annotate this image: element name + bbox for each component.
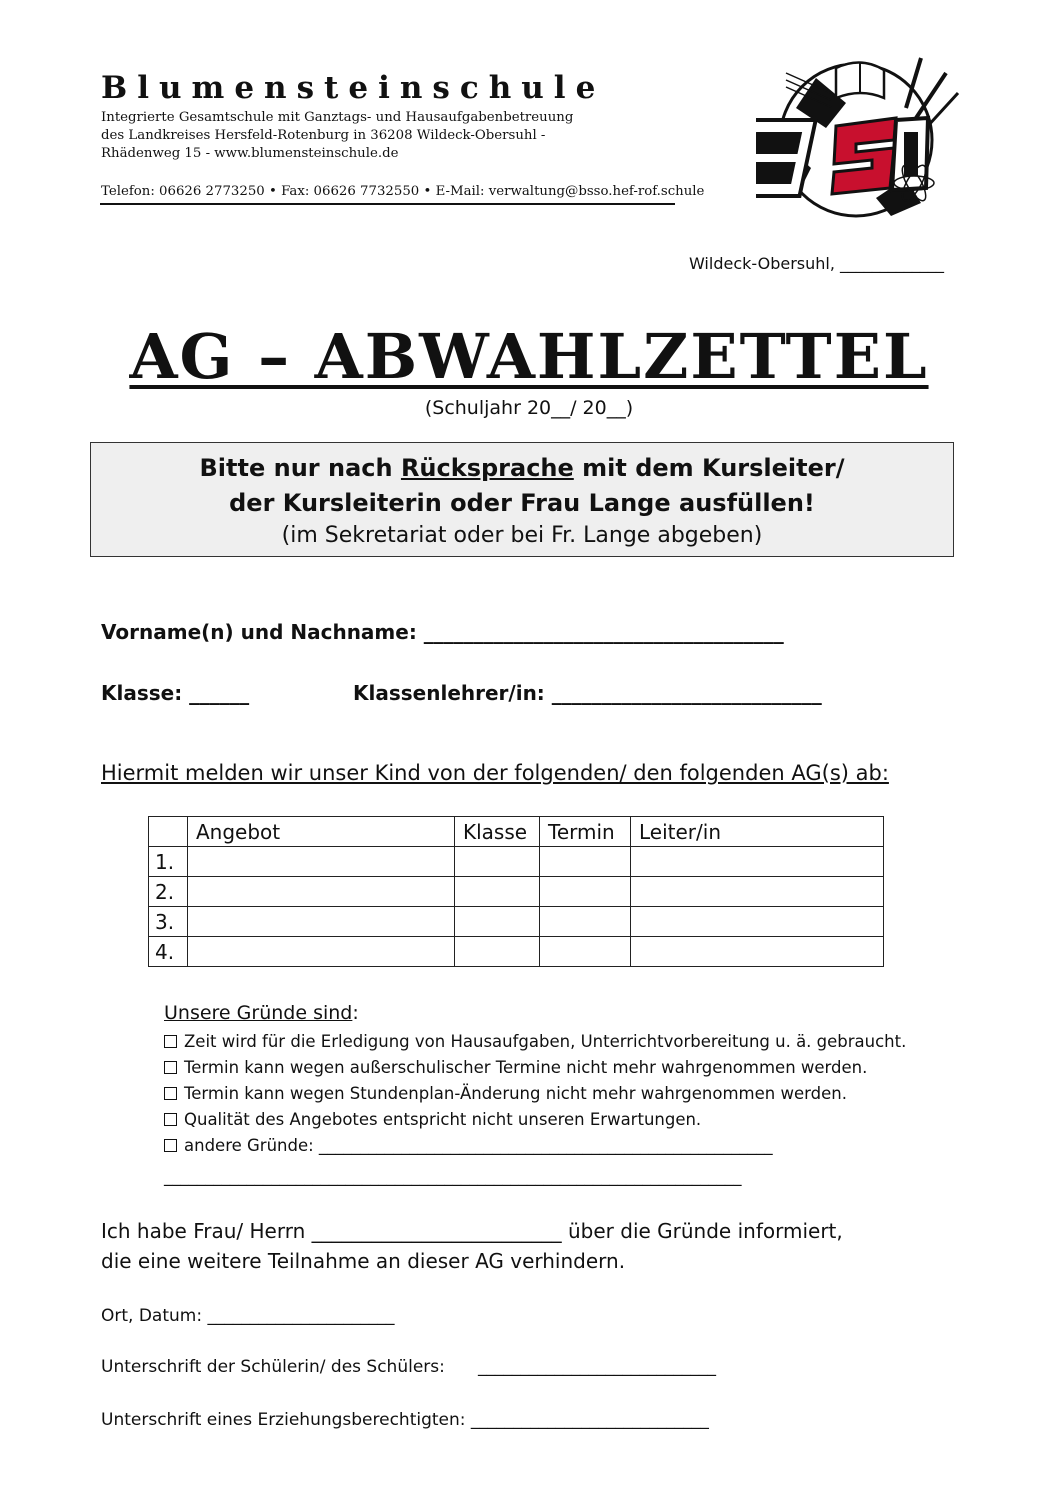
header-divider	[100, 203, 675, 205]
table-cell[interactable]	[455, 877, 540, 907]
table-cell[interactable]	[631, 907, 884, 937]
guardian-signature-field[interactable]: Unterschrift eines Erziehungsberechtigten: ____________________________	[101, 1410, 709, 1430]
student-signature-label: Unterschrift der Schülerin/ des Schülers:	[101, 1357, 445, 1377]
reason-item[interactable]: Termin kann wegen außerschulischer Termine nicht mehr wahrgenommen werden.	[164, 1058, 867, 1077]
checkbox[interactable]	[164, 1113, 177, 1126]
row-number: 2.	[149, 877, 188, 907]
intro-text: Hiermit melden wir unser Kind von der folgenden/ den folgenden AG(s) ab:	[101, 761, 889, 785]
class-teacher-field[interactable]: Klassenlehrer/in: ___________________________	[353, 681, 822, 705]
school-logo	[756, 48, 962, 220]
place-date-field[interactable]: Ort, Datum: ______________________	[101, 1306, 395, 1326]
row-number: 3.	[149, 907, 188, 937]
notice-line-3: (im Sekretariat oder bei Fr. Lange abgeben)	[281, 523, 763, 548]
reason-item[interactable]: Termin kann wegen Stundenplan-Änderung nicht mehr wahrgenommen werden.	[164, 1084, 847, 1103]
reasons-heading: Unsere Gründe sind:	[164, 1002, 359, 1024]
school-description-line-2: des Landkreises Hersfeld-Rotenburg in 36208 Wildeck-Obersuhl -	[101, 128, 546, 143]
table-cell[interactable]	[455, 937, 540, 967]
table-row	[149, 847, 884, 877]
notice-box	[90, 442, 954, 557]
table-row	[149, 907, 884, 937]
form-title: AG – ABWAHLZETTEL	[129, 320, 929, 393]
statement-line-2: die eine weitere Teilnahme an dieser AG verhindern.	[101, 1249, 626, 1273]
row-number: 4.	[149, 937, 188, 967]
school-address: Rhädenweg 15 - www.blumensteinschule.de	[101, 146, 399, 161]
reason-item[interactable]: Zeit wird für die Erledigung von Hausaufgaben, Unterrichtvorbereitung u. ä. gebraucht.	[164, 1032, 906, 1051]
table-row	[149, 937, 884, 967]
table-cell[interactable]	[540, 907, 631, 937]
table-header-cell: Klasse	[455, 817, 540, 847]
table-header-cell	[149, 817, 188, 847]
checkbox[interactable]	[164, 1139, 177, 1152]
table-cell[interactable]	[631, 937, 884, 967]
table-header-cell: Leiter/in	[631, 817, 884, 847]
contact-line: Telefon: 06626 2773250 • Fax: 06626 7732550 • E-Mail: verwaltung@bsso.hef-rof.schule	[101, 184, 705, 199]
table-cell[interactable]	[455, 847, 540, 877]
school-name: Blumensteinschule	[101, 70, 606, 106]
table-cell[interactable]	[540, 847, 631, 877]
statement-line-1[interactable]: Ich habe Frau/ Herrn _________________________ über die Gründe informiert,	[101, 1219, 843, 1243]
notice-line-1: Bitte nur nach Rücksprache mit dem Kursleiter/	[199, 454, 845, 482]
class-field[interactable]: Klasse: ______	[101, 681, 250, 705]
table-cell[interactable]	[188, 937, 455, 967]
table-cell[interactable]	[540, 937, 631, 967]
name-field[interactable]: Vorname(n) und Nachname: ____________________________________	[101, 620, 784, 644]
reason-item[interactable]: Qualität des Angebotes entspricht nicht unseren Erwartungen.	[164, 1110, 701, 1129]
row-number: 1.	[149, 847, 188, 877]
table-header-cell: Termin	[540, 817, 631, 847]
table-cell[interactable]	[631, 847, 884, 877]
checkbox[interactable]	[164, 1061, 177, 1074]
table-cell[interactable]	[455, 907, 540, 937]
table-cell[interactable]	[540, 877, 631, 907]
table-header-row	[149, 817, 884, 847]
reason-item[interactable]: andere Gründe: _______________________________________________________	[164, 1136, 773, 1155]
ag-table	[148, 816, 884, 967]
table-cell[interactable]	[188, 907, 455, 937]
checkbox[interactable]	[164, 1087, 177, 1100]
notice-line-2: der Kursleiterin oder Frau Lange ausfüllen!	[229, 489, 815, 517]
table-header-cell: Angebot	[188, 817, 455, 847]
table-cell[interactable]	[188, 847, 455, 877]
table-row	[149, 877, 884, 907]
checkbox[interactable]	[164, 1035, 177, 1048]
table-cell[interactable]	[631, 877, 884, 907]
table-cell[interactable]	[188, 877, 455, 907]
school-description-line-1: Integrierte Gesamtschule mit Ganztags- und Hausaufgabenbetreuung	[101, 110, 574, 125]
student-signature-line[interactable]: ____________________________	[478, 1357, 716, 1377]
school-year: (Schuljahr 20__/ 20__)	[424, 397, 634, 419]
other-reasons-line[interactable]: ______________________________________________________________________	[164, 1167, 742, 1186]
date-line[interactable]: Wildeck-Obersuhl, _____________	[688, 254, 944, 273]
